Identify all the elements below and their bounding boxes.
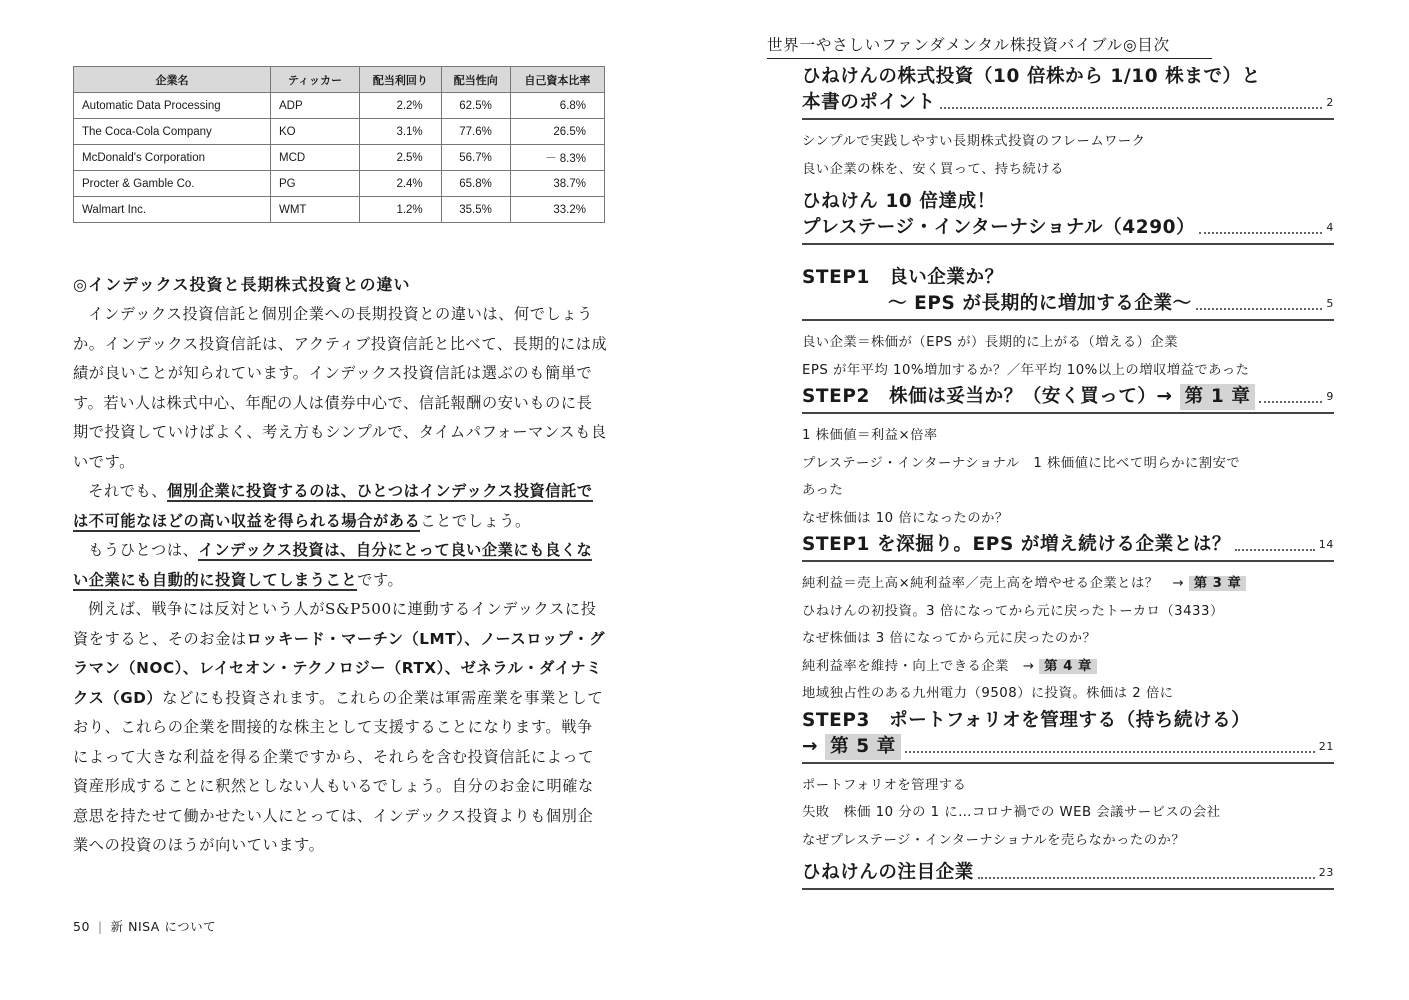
- col-ticker: ティッカー: [271, 67, 360, 93]
- cell-equity-ratio: 38.7%: [510, 171, 604, 197]
- col-payout: 配当性向: [441, 67, 510, 93]
- toc-subitem: あった: [802, 483, 844, 498]
- text-run: 例えば、戦争には反対という人がS&P500に連動するインデックスに投資をすると、そのお金は: [73, 600, 597, 648]
- chapter-tag: 第 3 章: [1189, 576, 1247, 591]
- toc-subitem: 1 株価値＝利益×倍率: [802, 428, 938, 443]
- cell-ticker: ADP: [271, 93, 360, 119]
- table-row: [74, 119, 605, 145]
- chapter-title: ひねけんの株式投資（10 倍株から 1/10 株まで）と: [802, 66, 1261, 87]
- bold-company-list: ロッキード・マーチン（LMT）、ノースロップ・グラマン（NOC）、レイセオン・テクノロジー（RTX）、ゼネラル・ダイナミクス（GD）: [73, 629, 605, 707]
- cell-company: Procter & Gamble Co.: [74, 171, 271, 197]
- toc-subitem: シンプルで実践しやすい長期株式投資のフレームワーク: [802, 134, 1146, 149]
- cell-equity-ratio: 33.2%: [510, 197, 604, 223]
- toc-subitem: 地域独占性のある九州電力（9508）に投資。株価は 2 倍に: [802, 686, 1174, 701]
- chapter-tag: 第 1 章: [1180, 384, 1256, 410]
- cell-company: The Coca-Cola Company: [74, 119, 271, 145]
- chapter-title: ひねけんの注目企業: [802, 862, 974, 883]
- toc-subitem: プレステージ・インターナショナル 1 株価値に比べて明らかに割安で: [802, 455, 1241, 471]
- table-row: [74, 171, 605, 197]
- toc-subitem: なぜ株価は 3 倍になってから元に戻ったのか？: [802, 631, 1097, 646]
- cell-payout: 65.8%: [441, 171, 510, 197]
- body-text: [73, 300, 608, 861]
- table-row: [74, 197, 605, 223]
- toc-subitem: なぜプレステージ・インターナショナルを売らなかったのか？: [802, 832, 1186, 848]
- table-header-row: [74, 67, 605, 93]
- text-run: それでも、: [88, 482, 168, 500]
- cell-ticker: KO: [271, 119, 360, 145]
- page-ref: 23: [1318, 866, 1334, 879]
- paragraph: [73, 477, 608, 536]
- toc-title: 世界一やさしいファンダメンタル株投資バイブル◎目次: [767, 33, 1212, 59]
- cell-payout: 62.5%: [441, 93, 510, 119]
- cell-ticker: WMT: [271, 197, 360, 223]
- toc-chapter[interactable]: [802, 189, 1334, 245]
- chapter-subtitle: ～ EPS が長期的に増加する企業～: [888, 293, 1192, 314]
- right-page: [704, 0, 1409, 1000]
- toc-chapter[interactable]: [802, 384, 1334, 414]
- paragraph: [73, 595, 608, 861]
- col-equity-ratio: 自己資本比率: [510, 67, 604, 93]
- paragraph: [73, 536, 608, 595]
- page-ref: 5: [1326, 297, 1334, 310]
- toc-subitem: なぜ株価は 10 倍になったのか？: [802, 510, 1009, 526]
- toc-chapter[interactable]: [802, 64, 1334, 120]
- toc-subitem: ポートフォリオを管理する: [802, 777, 967, 793]
- chapter-title: STEP3 ポートフォリオを管理する（持ち続ける）: [802, 709, 1251, 731]
- leader-dots: [905, 751, 1315, 753]
- page-ref: 4: [1326, 221, 1334, 234]
- toc-chapter[interactable]: [802, 860, 1334, 890]
- toc-chapter[interactable]: [802, 708, 1334, 764]
- leader-dots: [1199, 232, 1322, 234]
- cell-yield: 2.4%: [360, 171, 442, 197]
- toc-subitem: [802, 653, 1334, 681]
- toc-chapter[interactable]: [802, 265, 1334, 321]
- chapter-title: プレステージ・インターナショナル（4290）: [802, 217, 1196, 238]
- chapter-title: STEP1 良い企業か？: [802, 267, 1004, 288]
- leader-dots: [1235, 549, 1315, 551]
- chapter-title: ひねけん 10 倍達成！: [802, 191, 996, 212]
- cell-company: Automatic Data Processing: [74, 93, 271, 119]
- left-page: [0, 0, 704, 1000]
- cell-payout: 77.6%: [441, 119, 510, 145]
- cell-yield: 2.2%: [360, 93, 442, 119]
- text-run: もうひとつは、: [88, 541, 199, 559]
- toc-subitem: 失敗 株価 10 分の 1 に…コロナ禍での WEB 会議サービスの会社: [802, 805, 1221, 820]
- cell-ticker: PG: [271, 171, 360, 197]
- text-run: です。: [357, 570, 404, 589]
- leader-dots: [978, 877, 1315, 879]
- col-yield: 配当利回り: [360, 67, 442, 93]
- section-heading: ◎インデックス投資と長期株式投資との違い: [73, 275, 411, 294]
- section-name: 新 NISA について: [110, 919, 217, 934]
- chapter-title: STEP1 を深掘り。EPS が増え続ける企業とは？: [802, 534, 1232, 555]
- table-of-contents: [802, 64, 1334, 898]
- chapter-tag: 第 4 章: [1039, 659, 1097, 674]
- cell-payout: 56.7%: [441, 145, 510, 171]
- col-company: 企業名: [74, 67, 271, 93]
- chapter-arrow: →: [802, 735, 819, 757]
- chapter-title: STEP2 株価は妥当か？（安く買って）→: [802, 386, 1173, 407]
- text-run: ことでしょう。: [420, 511, 531, 530]
- footer-separator: |: [97, 919, 103, 934]
- leader-dots: [1259, 401, 1322, 403]
- cell-equity-ratio: － 8.3%: [510, 145, 604, 171]
- highlighted-text: インデックス投資は、自分にとって良い企業にも良くない企業にも自動的に投資してしまうこと: [73, 541, 593, 589]
- chapter-tag: 第 5 章: [825, 734, 901, 760]
- page-ref: 2: [1326, 96, 1334, 109]
- toc-subitem: 良い企業＝株価が（EPS が）長期的に上がる（増える）企業: [802, 335, 1179, 350]
- page-footer: [73, 917, 216, 935]
- highlighted-text: 個別企業に投資するのは、ひとつはインデックス投資信託では不可能なほどの高い収益を得られる場合がある: [73, 482, 593, 530]
- toc-subitem: [802, 570, 1334, 598]
- text-run: などにも投資されます。これらの企業は軍需産業を事業としており、これらの企業を間接的な株主として支援することになります。戦争によって大きな利益を得る企業ですから、それらを含む投資信託によって資産形成することに釈然としない人もいるでしょう。自分のお金に明確な意思を持たせて働かせたい人にとっては、インデックス投資よりも個別企業への投資のほうが向いています。: [73, 688, 604, 854]
- subitem-text: 純利益＝売上高×純利益率／売上高を増やせる企業とは？ →: [802, 576, 1185, 591]
- cell-company: Walmart Inc.: [74, 197, 271, 223]
- cell-company: McDonald's Corporation: [74, 145, 271, 171]
- page-ref: 9: [1326, 390, 1334, 403]
- cell-payout: 35.5%: [441, 197, 510, 223]
- paragraph: インデックス投資信託と個別企業への長期投資との違いは、何でしょうか。インデックス投資信託は、アクティブ投資信託と比べて、長期的には成績が良いことが知られています。インデックス投資信託は選ぶのも簡単です。若い人は株式中心、年配の人は債券中心で、信託報酬の安いものに長期で投資していけばよく、考え方もシンプルで、タイムパフォーマンスも良いです。: [73, 305, 608, 471]
- page-ref: 14: [1318, 538, 1334, 551]
- table-row: [74, 93, 605, 119]
- cell-ticker: MCD: [271, 145, 360, 171]
- toc-subitem: EPS が年平均 10%増加するか？／年平均 10%以上の増収増益であった: [802, 362, 1250, 378]
- page-number: 50: [73, 919, 90, 934]
- leader-dots: [1196, 308, 1323, 310]
- toc-chapter[interactable]: [802, 532, 1334, 562]
- dividend-table: [73, 66, 605, 223]
- leader-dots: [940, 107, 1323, 109]
- toc-subitem: ひねけんの初投資。3 倍になってから元に戻ったトーカロ（3433）: [802, 603, 1224, 619]
- cell-equity-ratio: 6.8%: [510, 93, 604, 119]
- cell-yield: 2.5%: [360, 145, 442, 171]
- chapter-title: 本書のポイント: [802, 92, 936, 113]
- cell-yield: 3.1%: [360, 119, 442, 145]
- cell-yield: 1.2%: [360, 197, 442, 223]
- subitem-text: 純利益率を維持・向上できる企業 →: [802, 658, 1035, 674]
- cell-equity-ratio: 26.5%: [510, 119, 604, 145]
- toc-subitem: 良い企業の株を、安く買って、持ち続ける: [802, 161, 1064, 177]
- page-ref: 21: [1318, 739, 1334, 753]
- table-row: [74, 145, 605, 171]
